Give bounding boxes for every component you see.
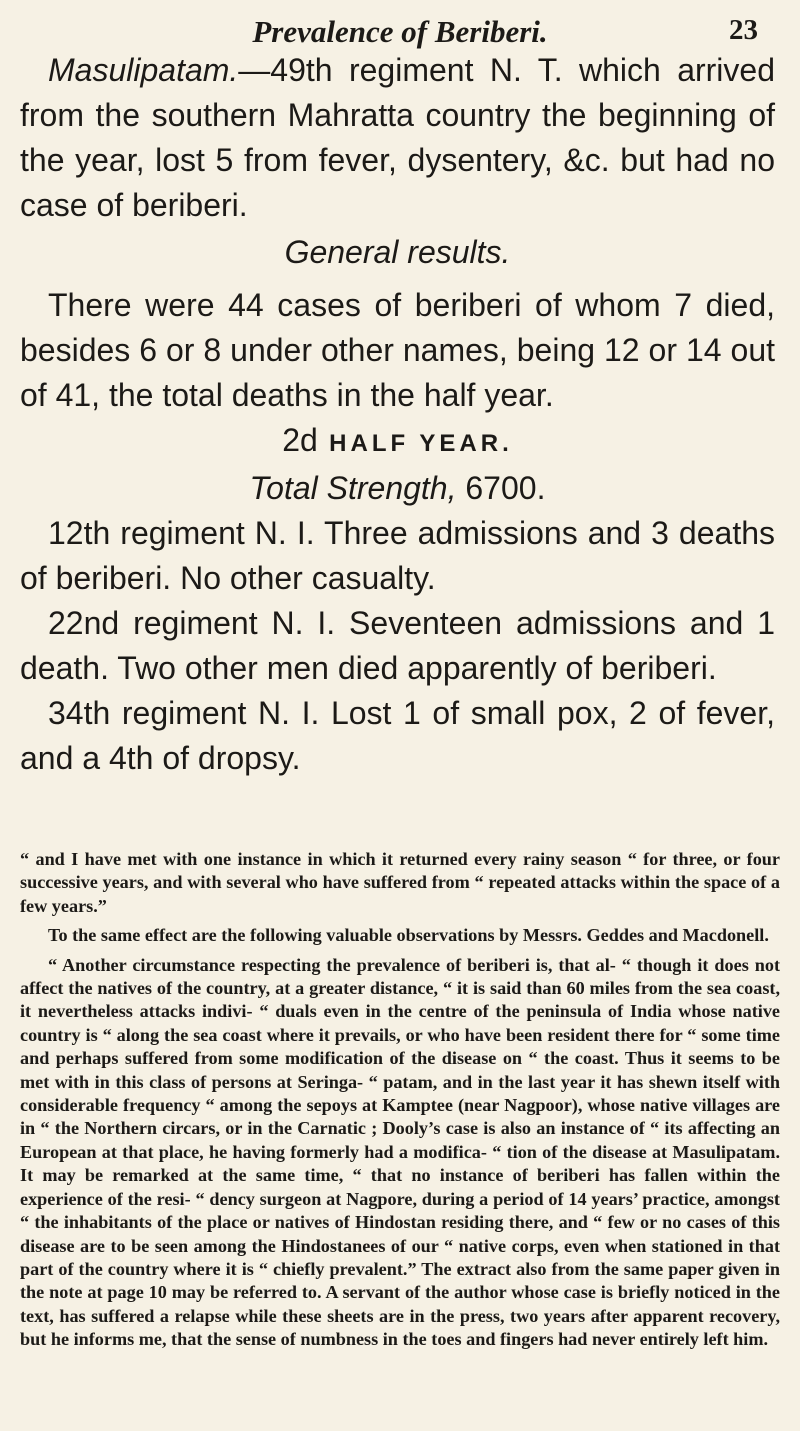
section-heading-half-year [20,418,775,466]
paragraph-general-results: There were 44 cases of beriberi of whom 7 died, besides 6 or 8 under other names, being 12 or 14 out of 41, the total deaths in the half year. [20,287,775,413]
place-name: Masulipatam. [48,52,239,88]
footnote-intro: To the same effect are the following valuable observations by Messrs. Geddes and Macdonell. [48,925,769,946]
running-title: Prevalence of Beriberi. [252,14,548,49]
footnote-observations: “ Another circumstance respecting the prevalence of beriberi is, that al- “ though it does not affect the natives of the country, at a greater distance, “ it is said than 60 miles from the sea coast, it nevertheless attacks indivi- “ duals even in the centre of the peninsula of India whose native country is “ along the sea coast where it prevails, or who have been resident there for “ some time and perhaps suffered from some modification of the disease on “ the coast. Thus it seems to be met with in this class of persons at Seringa- “ patam, and in the last year it has shewn itself with considerable frequency “ among the sepoys at Kamptee (near Nagpoor), whose native villages are in “ the Northern circars, or in the Carnatic ; Dooly’s case is also an instance of “ its affecting an European at that place, he having formerly had a modifica- “ tion of the disease at Masulipatam. It may be remarked at the same time, “ that no instance of beriberi has fallen within the experience of the resi- “ dency surgeon at Nagpore, during a period of 14 years’ practice, amongst “ the inhabitants of the place or natives of Hindostan residing there, and “ few or no cases of this disease are to be seen among the Hindostanees of our “ native corps, even when stationed in that part of the country where it is “ chiefly prevalent.” The extract also from the same paper given in the note at page 10 may be referred to. A servant of the author whose case is briefly noticed in the text, has suffered a relapse while these sheets are in the press, two years after apparent recovery, but he informs me, that the sense of numbness in the toes and fingers had never entirely left him. [20,954,780,1350]
paragraph-masulipatam [20,48,775,228]
footnote-block [20,848,780,1352]
half-year-label: HALF YEAR. [329,430,513,457]
total-strength-line [20,466,775,511]
main-text [20,48,775,781]
total-strength-value: 6700. [465,470,546,506]
paragraph-34th-regiment: 34th regiment N. I. Lost 1 of small pox, 2 of fever, and a 4th of dropsy. [20,695,775,776]
section-heading-general-results: General results. [284,234,511,270]
page-number: 23 [729,14,758,46]
total-strength-label: Total Strength, [249,470,457,506]
paragraph-text: —49th regiment N. T. which arrived from the southern Mahratta country the beginning of the year, lost 5 from fever, dysentery, &c. but had no case of beriberi. [20,52,775,223]
paragraph-22nd-regiment: 22nd regiment N. I. Seventeen admissions and 1 death. Two other men died apparently of beriberi. [20,605,775,686]
paragraph-12th-regiment: 12th regiment N. I. Three admissions and 3 deaths of beriberi. No other casualty. [20,515,775,596]
page-header [0,12,800,49]
half-year-ordinal: 2d [282,422,318,458]
footnote-quote-continuation: “ and I have met with one instance in which it returned every rainy season “ for three, or four successive years, and with several who have suffered from “ repeated attacks within the space of a few years.” [20,849,780,916]
